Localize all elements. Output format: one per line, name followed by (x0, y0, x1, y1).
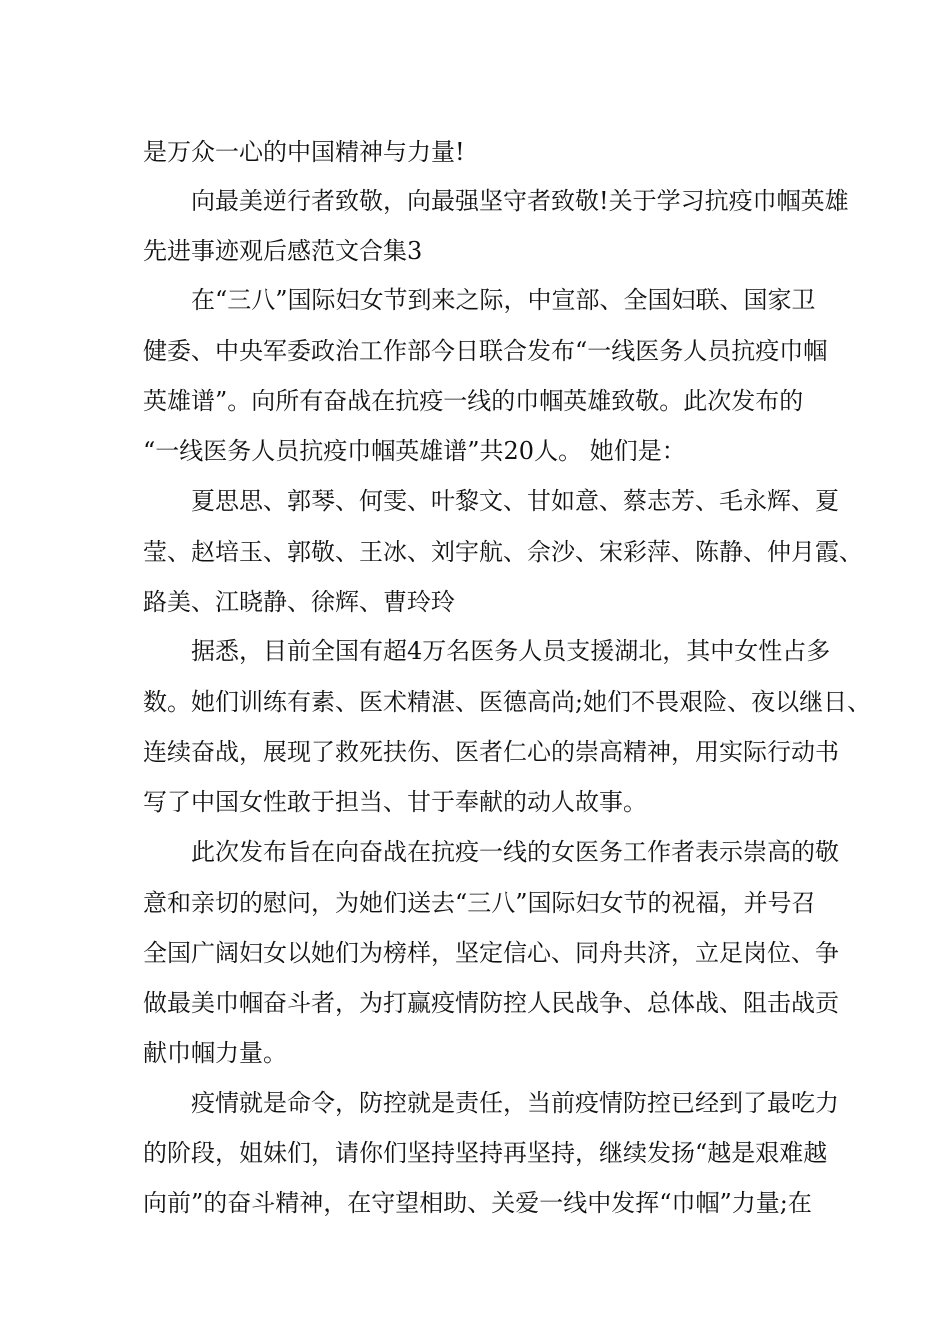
text-line-6: 英雄谱”。向所有奋战在抗疫一线的巾帼英雄致敬。此次发布的 (143, 387, 804, 415)
text-line-7: “一线医务人员抗疫巾帼英雄谱”共20人。 她们是： (143, 437, 686, 465)
text-line-2: 向最美逆行者致敬，向最强坚守者致敬!关于学习抗疫巾帼英雄 (191, 187, 849, 215)
text-line-1: 是万众一心的中国精神与力量! (143, 138, 465, 166)
text-line-16: 意和亲切的慰问，为她们送去“三八”国际妇女节的祝福，并号召 (143, 889, 816, 917)
text-line-13: 连续奋战，展现了救死扶伤、医者仁心的崇高精神，用实际行动书 (143, 738, 839, 766)
text-line-15: 此次发布旨在向奋战在抗疫一线的女医务工作者表示崇高的敬 (191, 838, 839, 866)
text-line-18: 做最美巾帼奋斗者，为打赢疫情防控人民战争、总体战、阻击战贡 (143, 989, 839, 1017)
text-line-11: 据悉，目前全国有超4万名医务人员支援湖北，其中女性占多 (191, 637, 831, 665)
text-line-19: 献巾帼力量。 (143, 1039, 287, 1067)
text-line-4: 在“三八”国际妇女节到来之际，中宣部、全国妇联、国家卫 (191, 286, 816, 314)
text-line-21: 的阶段，姐妹们，请你们坚持坚持再坚持，继续发扬“越是艰难越 (143, 1139, 828, 1167)
text-line-10: 路美、江晓静、徐辉、曹玲玲 (143, 588, 455, 616)
text-line-8: 夏思思、郭琴、何雯、叶黎文、甘如意、蔡志芳、毛永辉、夏 (191, 487, 839, 515)
text-line-9: 莹、赵培玉、郭敬、王冰、刘宇航、佘沙、宋彩萍、陈静、仲月霞、 (143, 538, 863, 566)
text-line-22: 向前”的奋斗精神，在守望相助、关爱一线中发挥“巾帼”力量;在 (143, 1189, 812, 1217)
text-line-14: 写了中国女性敢于担当、甘于奉献的动人故事。 (143, 788, 647, 816)
text-line-17: 全国广阔妇女以她们为榜样，坚定信心、同舟共济，立足岗位、争 (143, 939, 839, 967)
text-line-12: 数。她们训练有素、医术精湛、医德高尚;她们不畏艰险、夜以继日、 (143, 688, 872, 716)
text-line-3: 先进事迹观后感范文合集3 (143, 237, 423, 265)
text-line-5: 健委、中央军委政治工作部今日联合发布“一线医务人员抗疫巾帼 (143, 337, 828, 365)
text-line-20: 疫情就是命令，防控就是责任，当前疫情防控已经到了最吃力 (191, 1089, 839, 1117)
